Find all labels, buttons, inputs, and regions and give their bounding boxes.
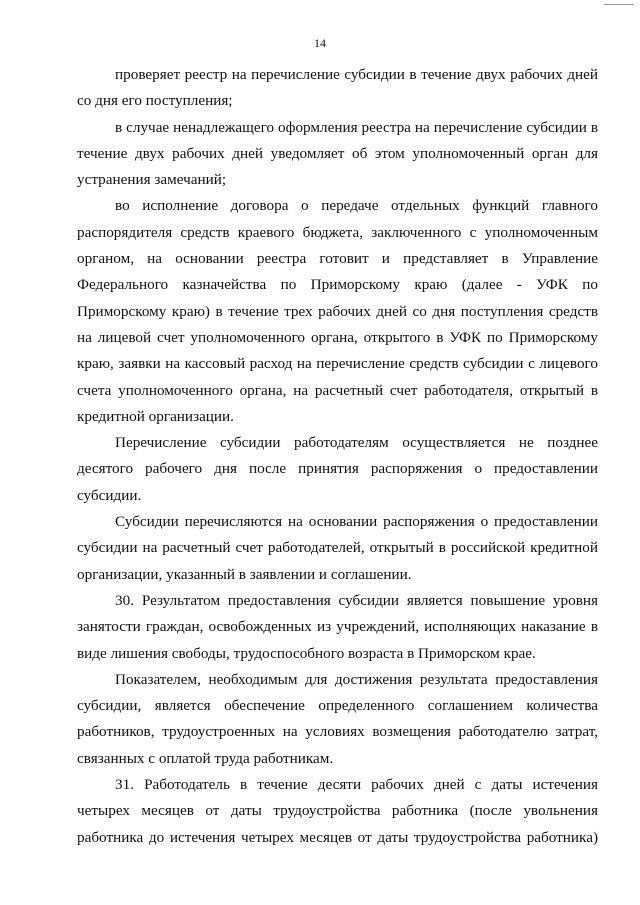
scan-corner-mark (604, 4, 634, 5)
paragraph-item-30-result: 30. Результатом предоставления субсидии является повышение уровня занятости граждан, освобожденных из учреждений, исполняющих наказание в виде лишения свободы, трудоспособного возраста в Приморском крае. (77, 591, 598, 662)
paragraph-transfer-deadline: Перечисление субсидии работодателям осуществляется не позднее десятого рабочего дня после принятия распоряжения о предоставлении субсидии. (77, 434, 598, 504)
paragraph-transfer-basis: Субсидии перечисляются на основании распоряжения о предоставлении субсидии на расчетный счет работодателей, открытый в российской кредитной организации, указанный в заявлении и соглашении. (77, 513, 598, 583)
paragraph-registry-check: проверяет реестр на перечисление субсидии в течение двух рабочих дней со дня его поступления; (77, 66, 598, 110)
paragraph-improper-registry: в случае ненадлежащего оформления реестра на перечисление субсидии в течение двух рабочих дней уведомляет об этом уполномоченный орган для устранения замечаний; (77, 118, 598, 189)
paragraph-treasury-request: во исполнение договора о передаче отдельных функций главного распорядителя средств краевого бюджета, заключенного с уполномоченным органом, на основании реестра готовит и представляет в Управление Федерального казначейства по Приморскому краю (далее - УФК по Приморскому краю) в течение трех рабочих дней со дня поступления средств на лицевой счет уполномоченного органа, открытого в УФК по Приморскому краю, заявки на кассовый расход на перечисление средств субсидии с лицевого счета уполномоченного органа, на расчетный счет работодателя, открытый в кредитной организации. (77, 197, 598, 425)
paragraph-result-indicator: Показателем, необходимым для достижения результата предоставления субсидии, является обеспечение определенного соглашением количества работников, трудоустроенных на условиях возмещения работодателю затрат, связанных с оплатой труда работникам. (77, 670, 598, 767)
page-number: 14 (314, 36, 326, 50)
document-body (77, 62, 598, 851)
paragraph-item-31: 31. Работодатель в течение десяти рабочих дней с даты истечения четырех месяцев от даты трудоустройства работника (после увольнения работника до истечения четырех месяцев от даты трудоустройства работника) (77, 776, 598, 846)
